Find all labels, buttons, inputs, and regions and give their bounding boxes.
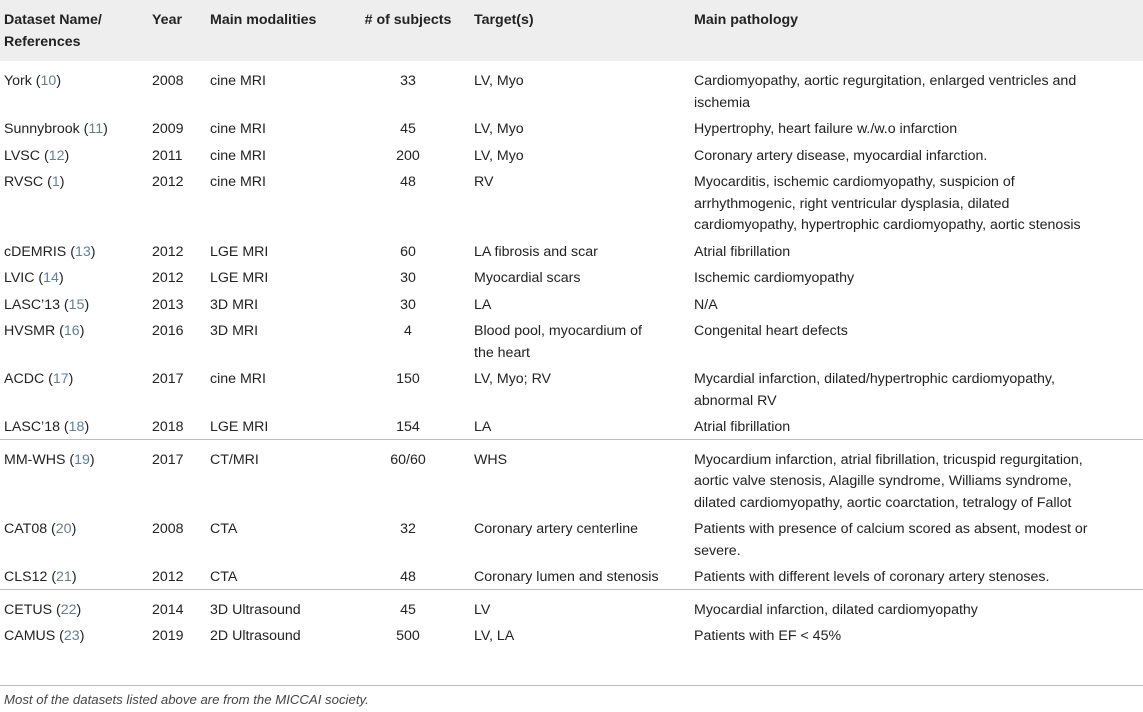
table-row	[0, 167, 1143, 237]
reference-link[interactable]: 18	[68, 419, 85, 435]
pathology-line: Mycardial infarction, dilated/hypertrophic cardiomyopathy,	[694, 371, 1055, 387]
cell-modality: CTA	[210, 569, 238, 585]
pathology-line: arrhythmogenic, right ventricular dysplasia, dilated	[694, 195, 1010, 212]
cell-modality: cine MRI	[210, 371, 266, 387]
cell-targets	[470, 562, 690, 589]
reference-link[interactable]: 17	[52, 371, 69, 387]
pathology-line: N/A	[694, 296, 718, 313]
table-row	[0, 61, 1143, 114]
cell-targets	[470, 141, 690, 168]
cell-targets	[470, 316, 690, 364]
cell-subjects: 33	[400, 73, 416, 89]
dataset-name: cDEMRIS (	[4, 243, 75, 260]
table-row	[0, 237, 1143, 264]
table-row	[0, 141, 1143, 168]
cell-modality: LGE MRI	[210, 270, 269, 286]
dataset-name: York (	[4, 73, 41, 89]
cell-dataset: York (10)	[4, 73, 62, 89]
table-row	[0, 514, 1143, 562]
dataset-name: HVSMR (	[4, 323, 64, 339]
cell-subjects: 200	[396, 147, 420, 164]
pathology-line: Myocardium infarction, atrial fibrillation, tricuspid regurgitation,	[694, 451, 1083, 468]
cell-targets	[470, 439, 690, 514]
table-row	[0, 263, 1143, 290]
pathology-line: Patients with EF < 45%	[694, 628, 842, 644]
cell-modality: cine MRI	[210, 73, 266, 89]
target-line: Blood pool, myocardium of	[474, 323, 642, 339]
cell-modality: cine MRI	[210, 147, 266, 164]
cell-year: 2017	[148, 439, 206, 514]
cell-subjects: 48	[400, 569, 416, 585]
pathology-line: abnormal RV	[694, 392, 777, 409]
target-line: LV	[474, 601, 491, 618]
cell-pathology	[690, 562, 1143, 589]
cell-year: 2012	[152, 569, 184, 585]
pathology-line: Myocarditis, ischemic cardiomyopathy, suspicion of	[694, 174, 1015, 190]
cell-pathology	[690, 316, 1143, 364]
cell-year: 2017	[152, 371, 184, 387]
cell-dataset: Sunnybrook (11)	[4, 121, 108, 137]
cell-year: 2019	[152, 628, 184, 644]
header-dataset: Dataset Name/ References	[4, 12, 102, 50]
pathology-line: Atrial fibrillation	[694, 243, 791, 260]
cell-pathology	[690, 61, 1143, 114]
cell-year: 2016	[152, 323, 184, 339]
reference-link[interactable]: 21	[56, 569, 72, 585]
reference-link[interactable]: 1	[51, 174, 60, 190]
target-line: RV	[474, 174, 494, 190]
dataset-name: CLS12 (	[4, 569, 57, 585]
target-line: LA	[474, 296, 492, 313]
cell-pathology	[690, 364, 1143, 412]
cell-year: 2008	[152, 521, 184, 537]
target-line: LV, Myo	[474, 73, 524, 89]
pathology-line: ischemia	[694, 94, 750, 111]
cell-pathology	[690, 439, 1143, 514]
cell-modality: 3D MRI	[210, 296, 259, 313]
cell-pathology	[690, 412, 1143, 439]
header-subjects: # of subjects	[364, 12, 452, 28]
pathology-line: Ischemic cardiomyopathy	[694, 270, 855, 286]
cell-modality: cine MRI	[210, 121, 266, 137]
cell-dataset: cDEMRIS (13)	[4, 243, 96, 260]
cell-subjects: 500	[396, 628, 420, 644]
cell-dataset: MM-WHS (19)	[0, 439, 148, 514]
cell-targets	[470, 114, 690, 141]
table-footnote: Most of the datasets listed above are from the MICCAI society.	[4, 692, 369, 707]
cell-dataset: LASC’13 (15)	[4, 296, 90, 313]
cell-modality: LGE MRI	[210, 419, 269, 435]
reference-link[interactable]: 20	[55, 521, 72, 537]
cell-targets	[470, 364, 690, 412]
cell-targets	[470, 167, 690, 237]
header-year: Year	[152, 12, 182, 28]
dataset-name: RVSC (	[4, 174, 52, 190]
header-row	[0, 0, 1143, 61]
dataset-name: CETUS (	[4, 601, 61, 618]
dataset-name: CAT08 (	[4, 521, 56, 537]
cell-pathology	[690, 237, 1143, 264]
table-row	[0, 621, 1143, 648]
cell-pathology	[690, 263, 1143, 290]
target-line: Coronary lumen and stenosis	[474, 569, 659, 585]
cell-subjects: 154	[396, 419, 420, 435]
cell-subjects: 45	[400, 121, 416, 137]
cell-modality: LGE MRI	[210, 243, 269, 260]
cell-targets	[470, 514, 690, 562]
reference-link[interactable]: 10	[40, 73, 57, 89]
reference-link[interactable]: 15	[68, 296, 85, 313]
target-line: WHS	[474, 451, 508, 468]
cell-subjects: 48	[400, 174, 416, 190]
cell-modality: 3D MRI	[210, 323, 259, 339]
target-line: LA fibrosis and scar	[474, 243, 598, 260]
table-row	[0, 562, 1143, 589]
reference-link[interactable]: 12	[48, 147, 65, 164]
cell-year: 2013	[152, 296, 184, 313]
target-line: LA	[474, 419, 492, 435]
table-row	[0, 364, 1143, 412]
target-line: LV, Myo	[474, 147, 524, 164]
cell-dataset: LVSC (12)	[4, 147, 70, 164]
cell-targets	[470, 237, 690, 264]
target-line: LV, LA	[474, 628, 515, 644]
pathology-line: Coronary artery disease, myocardial infarction.	[694, 147, 988, 164]
pathology-line: Congenital heart defects	[694, 323, 848, 339]
pathology-line: dilated cardiomyopathy, aortic coarctation, tetralogy of Fallot	[694, 494, 1072, 511]
cell-year: 2012	[152, 174, 184, 190]
cell-subjects: 32	[400, 521, 416, 537]
table-row	[0, 412, 1143, 439]
cell-dataset: RVSC (1)	[4, 174, 65, 190]
reference-link[interactable]: 13	[74, 243, 91, 260]
cell-dataset: LVIC (14)	[4, 270, 64, 286]
cell-year: 2012	[152, 270, 184, 286]
header-targets: Target(s)	[474, 12, 534, 28]
target-line: LV, Myo; RV	[474, 371, 552, 387]
dataset-name: MM-WHS (	[4, 451, 75, 468]
pathology-line: aortic valve stenosis, Alagille syndrome, Williams syndrome,	[694, 473, 1072, 489]
pathology-line: Patients with different levels of coronary artery stenoses.	[694, 569, 1050, 585]
cell-dataset: CLS12 (21)	[4, 569, 77, 585]
cell-modality: 2D Ultrasound	[210, 628, 301, 644]
dataset-name: LVIC (	[4, 270, 44, 286]
table-row	[0, 316, 1143, 364]
bottom-rule	[0, 685, 1143, 686]
dataset-name: LASC’18 (	[4, 419, 69, 435]
cell-pathology	[690, 621, 1143, 648]
cell-subjects: 150	[396, 371, 420, 387]
cell-dataset: HVSMR (16)	[4, 323, 85, 339]
cell-subjects: 60	[400, 243, 416, 260]
dataset-name: LVSC (	[4, 147, 49, 164]
cell-subjects: 4	[404, 323, 412, 339]
cell-modality: 3D Ultrasound	[206, 589, 346, 621]
cell-targets	[470, 290, 690, 317]
reference-link[interactable]: 23	[63, 628, 80, 644]
pathology-line: cardiomyopathy, hypertrophic cardiomyopathy, aortic stenosis	[694, 217, 1081, 233]
target-line: LV, Myo	[474, 121, 524, 137]
table-body	[0, 61, 1143, 648]
cell-targets	[470, 589, 690, 621]
pathology-line: Cardiomyopathy, aortic regurgitation, enlarged ventricles and	[694, 73, 1077, 89]
reference-link[interactable]: 19	[74, 451, 90, 468]
table-row	[0, 114, 1143, 141]
cell-dataset: CETUS (22)	[0, 589, 148, 621]
reference-link[interactable]: 16	[63, 323, 80, 339]
cell-targets	[470, 412, 690, 439]
cell-targets	[470, 621, 690, 648]
cell-year: 2011	[152, 147, 183, 164]
cell-subjects: 30	[400, 296, 416, 313]
cell-pathology	[690, 514, 1143, 562]
cell-modality: CTA	[210, 521, 238, 537]
cell-subjects: 45	[346, 589, 470, 621]
cell-dataset: CAT08 (20)	[4, 521, 77, 537]
target-line: Myocardial scars	[474, 270, 581, 286]
table-row	[0, 439, 1143, 514]
pathology-line: Myocardial infarction, dilated cardiomyopathy	[694, 601, 978, 618]
reference-link[interactable]: 14	[43, 270, 59, 286]
reference-link[interactable]: 11	[88, 121, 104, 137]
cell-modality: cine MRI	[210, 174, 266, 190]
cell-pathology	[690, 114, 1143, 141]
table-row	[0, 589, 1143, 621]
pathology-line: severe.	[694, 542, 741, 559]
cell-targets	[470, 263, 690, 290]
cell-year: 2008	[152, 73, 184, 89]
dataset-name: CAMUS (	[4, 628, 64, 644]
header-modalities: Main modalities	[210, 12, 317, 28]
cell-pathology	[690, 141, 1143, 168]
table-row	[0, 290, 1143, 317]
cell-dataset: LASC’18 (18)	[4, 419, 90, 435]
cell-dataset: CAMUS (23)	[4, 628, 85, 644]
dataset-name: ACDC (	[4, 371, 53, 387]
pathology-line: Hypertrophy, heart failure w./w.o infarction	[694, 121, 958, 137]
cell-subjects: 60/60	[346, 439, 470, 514]
cell-year: 2018	[152, 419, 184, 435]
cell-pathology	[690, 167, 1143, 237]
cell-pathology	[690, 589, 1143, 621]
reference-link[interactable]: 22	[60, 601, 77, 618]
dataset-name: Sunnybrook (	[4, 121, 89, 137]
cell-targets	[470, 61, 690, 114]
pathology-line: Atrial fibrillation	[694, 419, 791, 435]
cell-modality: CT/MRI	[206, 439, 346, 514]
cell-year: 2009	[152, 121, 184, 137]
dataset-name: LASC’13 (	[4, 296, 69, 313]
cell-dataset: ACDC (17)	[4, 371, 74, 387]
header-pathology: Main pathology	[694, 12, 799, 28]
cell-year: 2014	[148, 589, 206, 621]
cell-pathology	[690, 290, 1143, 317]
cell-year: 2012	[152, 243, 184, 260]
target-line: Coronary artery centerline	[474, 521, 639, 537]
pathology-line: Patients with presence of calcium scored as absent, modest or	[694, 521, 1088, 537]
target-line: the heart	[474, 344, 531, 361]
cell-subjects: 30	[400, 270, 416, 286]
